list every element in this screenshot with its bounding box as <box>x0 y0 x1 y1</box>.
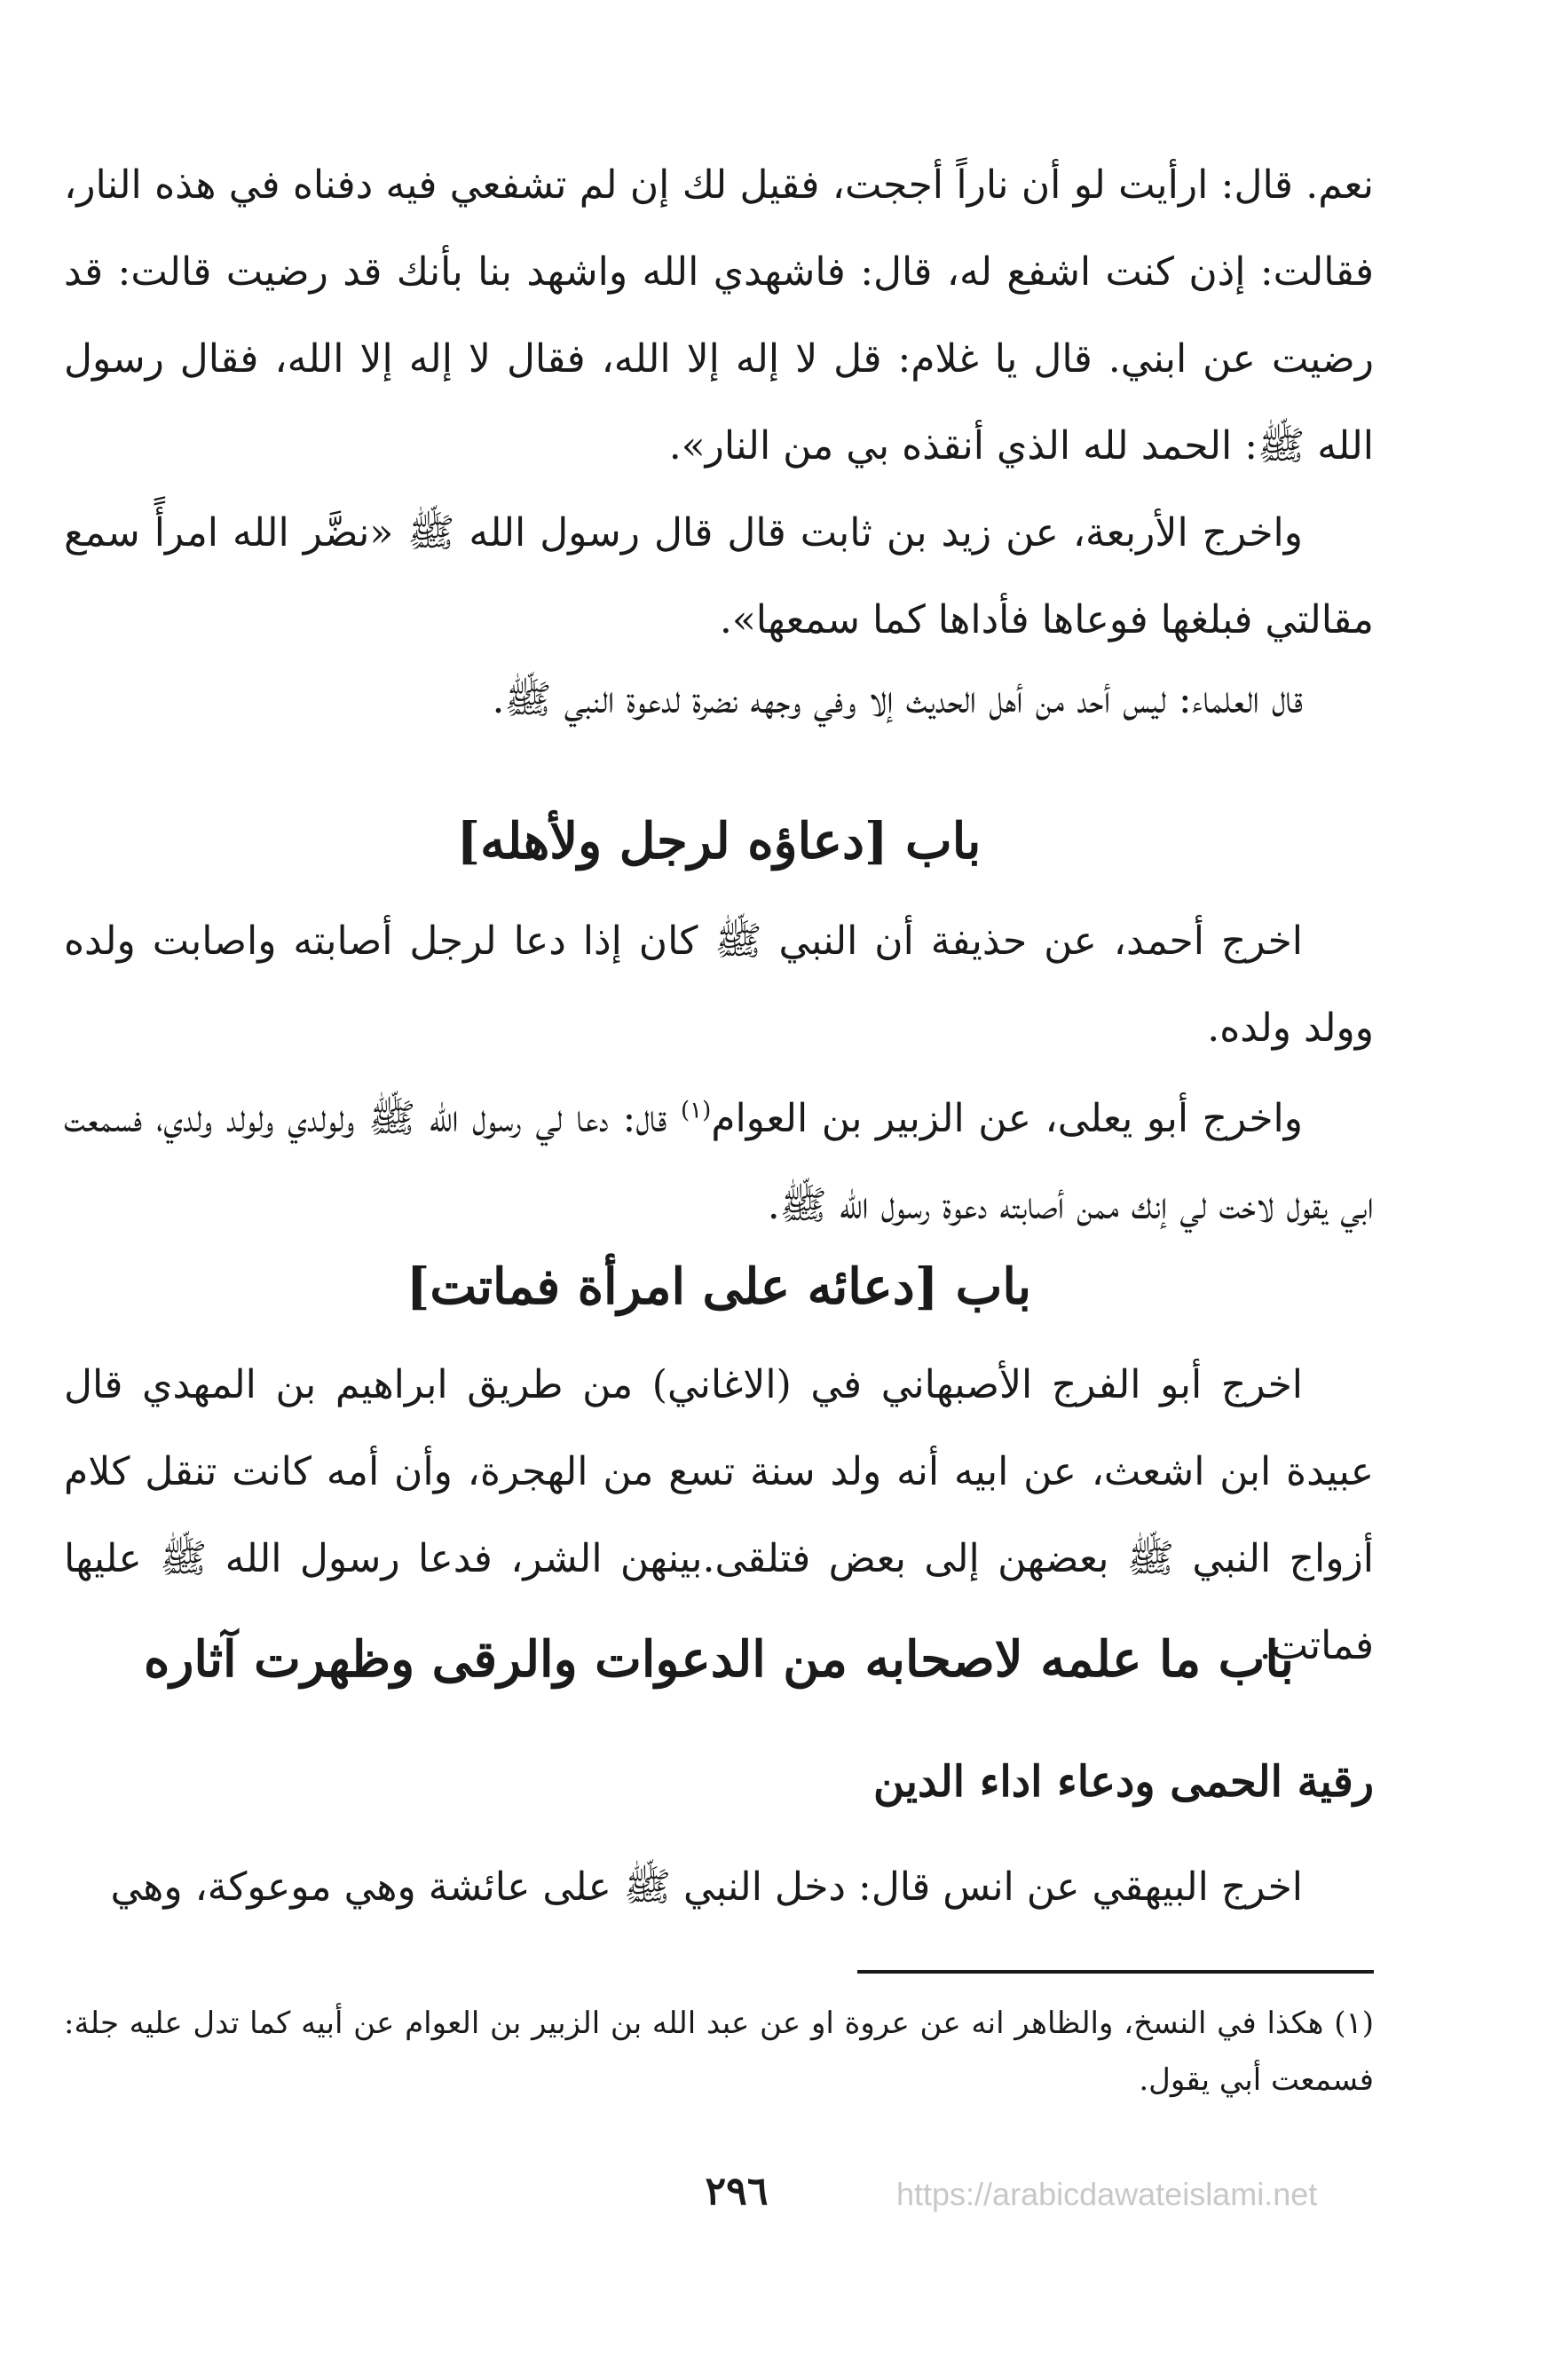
watermark-url: https://arabicdawateislami.net <box>896 2176 1318 2212</box>
body-paragraph: نعم. قال: ارأيت لو أن ناراً أججت، فقيل لك إن لم تشفعي فيه دفناه في هذه النار، فقالت: إذن كنت اشفع له، قال: فاشهدي الله واشهد بنا بأنك قد رضيت قالت: قد رضيت عن ابني. قال يا غلام: قل لا إله إلا الله، فقال لا إله إلا الله، فقال رسول الله ﷺ: الحمد لله الذي أنقذه بي من النار». <box>64 162 1374 469</box>
body-paragraph <box>64 1076 1374 1249</box>
body-paragraph: واخرج الأربعة، عن زيد بن ثابت قال قال رسول الله ﷺ «نضَّر الله امرأً سمع مقالتي فبلغها فوعاها فأداها كما سمعها». <box>64 510 1374 642</box>
paragraph-text: واخرج أبو يعلى، عن الزبير بن العوام <box>711 1096 1303 1141</box>
footnote-reference: (١) <box>680 1097 712 1124</box>
section-heading: باب [دعائه على امرأة فماتت] <box>406 1257 1032 1316</box>
footnote-text: (١) هكذا في النسخ، والظاهر انه عن عروة او عن عبد الله بن الزبير بن العوام عن أبيه كما تدل عليه جلة: فسمعت أبي يقول. <box>64 2006 1374 2098</box>
body-paragraph: اخرج أحمد، عن حذيفة أن النبي ﷺ كان إذا دعا لرجل أصابته واصابت ولده وولد ولده. <box>64 918 1374 1051</box>
footnote-divider <box>857 1970 1374 1974</box>
body-paragraph: اخرج أبو الفرج الأصبهاني في (الاغاني) من طريق ابراهيم بن المهدي قال عبيدة ابن اشعث، عن ابيه أنه ولد سنة تسع من الهجرة، وأن أمه كانت تنقل كلام أزواج النبي ﷺ بعضهن إلى بعض فتلقى.بينهن الشر، فدعا رسول الله ﷺ عليها فماتت. <box>64 1362 1374 1668</box>
paragraph-text: قال: دعا لي رسول الله ﷺ ولولدي ولولد ولدي، فسمعت ابي يقول لاخت لي إنك ممن أصابته دعوة رسول الله ﷺ. <box>64 1096 1374 1228</box>
body-paragraph: قال العلماء: ليس أحد من أهل الحديث إلا وفي وجهه نضرة لدعوة النبي ﷺ. <box>492 677 1303 722</box>
section-heading: باب ما علمه لاصحابه من الدعوات والرقى وظهرت آثاره <box>144 1630 1294 1689</box>
sub-heading: رقية الحمى ودعاء اداء الدين <box>873 1757 1374 1807</box>
page-number: ٢٩٦ <box>705 2169 769 2214</box>
section-heading: باب [دعاؤه لرجل ولأهله] <box>456 812 982 871</box>
body-paragraph: اخرج البيهقي عن انس قال: دخل النبي ﷺ على عائشة وهي موعوكة، وهي <box>110 1864 1303 1910</box>
